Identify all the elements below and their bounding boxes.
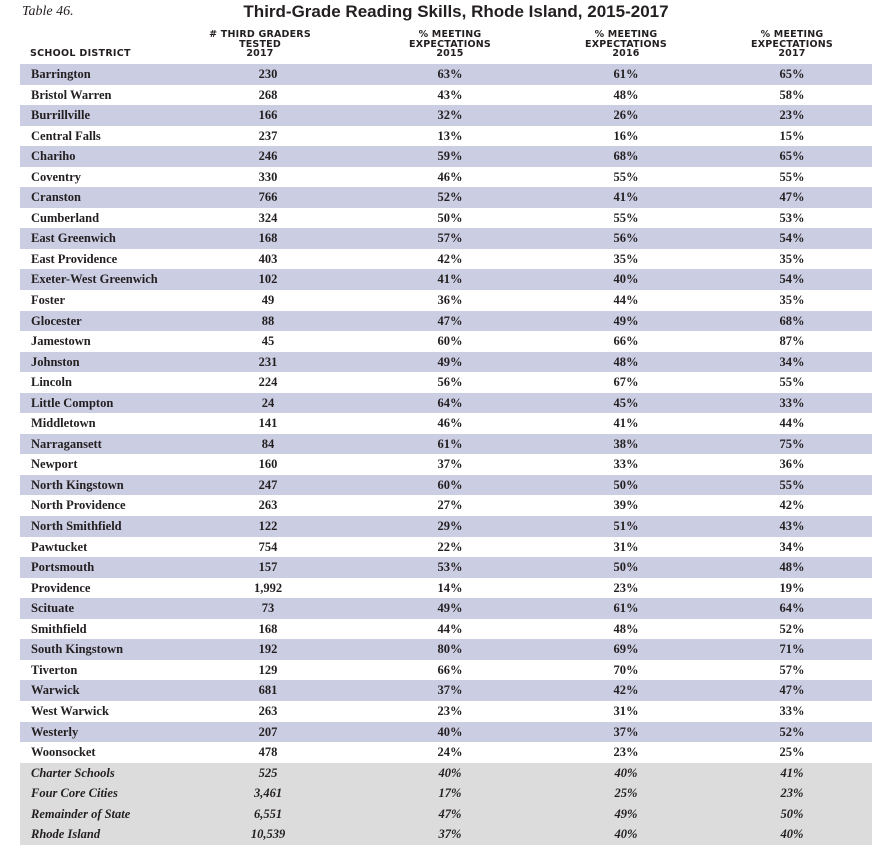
pct-2016-cell: 25% bbox=[614, 786, 638, 801]
pct-2015-cell: 43% bbox=[437, 87, 463, 102]
table-row bbox=[20, 454, 872, 475]
pct-2015-cell: 27% bbox=[437, 498, 463, 513]
pct-2017-cell: 40% bbox=[780, 827, 804, 842]
table-row bbox=[20, 475, 872, 496]
district-cell: Warwick bbox=[31, 683, 80, 698]
tested-cell: 84 bbox=[261, 436, 275, 451]
table-row bbox=[20, 311, 872, 332]
pct-2017-cell: 50% bbox=[780, 806, 804, 821]
pct-2015-cell: 50% bbox=[437, 210, 463, 225]
pct-2016-cell: 23% bbox=[613, 580, 639, 595]
district-cell: Foster bbox=[31, 293, 66, 308]
district-cell: North Kingstown bbox=[31, 477, 124, 492]
header-2015-line: EXPECTATIONS bbox=[409, 38, 491, 50]
table-row bbox=[20, 290, 872, 311]
table-row bbox=[20, 64, 872, 85]
tested-cell: 247 bbox=[258, 477, 278, 492]
pct-2017-cell: 58% bbox=[779, 87, 805, 102]
pct-2015-cell: 22% bbox=[437, 539, 463, 554]
pct-2015-cell: 47% bbox=[437, 313, 463, 328]
pct-2017-cell: 48% bbox=[779, 560, 805, 575]
pct-2015-cell: 24% bbox=[437, 745, 463, 760]
pct-2017-cell: 54% bbox=[779, 272, 805, 287]
tested-cell: 1,992 bbox=[253, 580, 283, 595]
pct-2015-cell: 49% bbox=[437, 601, 463, 616]
pct-2015-cell: 42% bbox=[437, 251, 463, 266]
pct-2017-cell: 35% bbox=[779, 293, 805, 308]
district-cell: Four Core Cities bbox=[31, 786, 118, 801]
district-cell: Smithfield bbox=[31, 621, 87, 636]
district-cell: Coventry bbox=[31, 169, 81, 184]
pct-2017-cell: 55% bbox=[779, 169, 805, 184]
pct-2016-cell: 56% bbox=[613, 231, 639, 246]
tested-cell: 141 bbox=[258, 416, 278, 431]
total-row bbox=[20, 763, 872, 784]
district-cell: Chariho bbox=[31, 149, 76, 164]
pct-2016-cell: 35% bbox=[613, 251, 639, 266]
pct-2015-cell: 46% bbox=[437, 416, 463, 431]
district-cell: Exeter-West Greenwich bbox=[31, 272, 158, 287]
tested-cell: 478 bbox=[258, 745, 278, 760]
pct-2015-cell: 53% bbox=[437, 560, 463, 575]
table-label: Table 46. bbox=[22, 4, 74, 19]
district-cell: Westerly bbox=[31, 724, 79, 739]
pct-2016-cell: 49% bbox=[613, 313, 639, 328]
table-row bbox=[20, 352, 872, 373]
tested-cell: 207 bbox=[258, 724, 278, 739]
pct-2015-cell: 52% bbox=[437, 190, 463, 205]
pct-2017-cell: 42% bbox=[779, 498, 805, 513]
district-cell: South Kingstown bbox=[31, 642, 124, 657]
pct-2017-cell: 23% bbox=[780, 786, 804, 801]
pct-2017-cell: 87% bbox=[779, 334, 805, 349]
table-row bbox=[20, 537, 872, 558]
table-row bbox=[20, 516, 872, 537]
pct-2016-cell: 41% bbox=[613, 416, 639, 431]
header-2016-line: EXPECTATIONS bbox=[585, 38, 667, 50]
tested-cell: 192 bbox=[258, 642, 278, 657]
data-table bbox=[20, 64, 872, 845]
pct-2016-cell: 44% bbox=[613, 293, 639, 308]
district-cell: Woonsocket bbox=[31, 745, 96, 760]
pct-2016-cell: 41% bbox=[613, 190, 639, 205]
pct-2015-cell: 36% bbox=[437, 293, 463, 308]
pct-2015-cell: 49% bbox=[437, 354, 463, 369]
pct-2017-cell: 33% bbox=[779, 703, 805, 718]
header-2016 bbox=[571, 30, 681, 59]
pct-2017-cell: 47% bbox=[779, 190, 805, 205]
tested-cell: 230 bbox=[258, 67, 278, 81]
tested-cell: 224 bbox=[258, 375, 278, 390]
header-tested-line: 2017 bbox=[246, 48, 274, 59]
pct-2015-cell: 61% bbox=[437, 436, 463, 451]
table-row bbox=[20, 660, 872, 681]
pct-2017-cell: 65% bbox=[779, 149, 805, 164]
pct-2016-cell: 42% bbox=[613, 683, 639, 698]
table-row bbox=[20, 557, 872, 578]
table-row bbox=[20, 228, 872, 249]
table-row bbox=[20, 208, 872, 229]
tested-cell: 45 bbox=[261, 334, 275, 349]
table-row bbox=[20, 105, 872, 126]
pct-2015-cell: 44% bbox=[437, 621, 463, 636]
pct-2015-cell: 60% bbox=[437, 334, 463, 349]
pct-2017-cell: 57% bbox=[779, 662, 805, 677]
header-tested bbox=[205, 30, 315, 59]
pct-2017-cell: 71% bbox=[779, 642, 805, 657]
pct-2016-cell: 37% bbox=[613, 724, 639, 739]
pct-2016-cell: 23% bbox=[613, 745, 639, 760]
pct-2015-cell: 14% bbox=[437, 580, 463, 595]
table-row bbox=[20, 701, 872, 722]
pct-2017-cell: 34% bbox=[779, 539, 805, 554]
header-2017 bbox=[737, 30, 847, 59]
pct-2017-cell: 44% bbox=[779, 416, 805, 431]
header-2017-line: % MEETING bbox=[760, 29, 824, 40]
tested-cell: 88 bbox=[261, 313, 275, 328]
table-row bbox=[20, 372, 872, 393]
pct-2017-cell: 34% bbox=[779, 354, 805, 369]
header-2016-line: 2016 bbox=[612, 48, 640, 59]
table-row bbox=[20, 146, 872, 167]
pct-2015-cell: 64% bbox=[437, 395, 463, 410]
pct-2017-cell: 64% bbox=[779, 601, 805, 616]
district-cell: Bristol Warren bbox=[31, 87, 112, 102]
pct-2015-cell: 17% bbox=[438, 786, 462, 801]
pct-2017-cell: 35% bbox=[779, 251, 805, 266]
pct-2016-cell: 69% bbox=[613, 642, 639, 657]
district-cell: East Providence bbox=[31, 251, 118, 266]
tested-cell: 403 bbox=[258, 251, 278, 266]
header-2015 bbox=[395, 30, 505, 59]
pct-2017-cell: 54% bbox=[779, 231, 805, 246]
district-cell: Remainder of State bbox=[31, 806, 131, 821]
pct-2016-cell: 66% bbox=[613, 334, 639, 349]
header-2016-line: % MEETING bbox=[594, 29, 658, 40]
pct-2016-cell: 31% bbox=[613, 703, 639, 718]
tested-cell: 157 bbox=[258, 560, 278, 575]
pct-2017-cell: 53% bbox=[779, 210, 805, 225]
pct-2015-cell: 66% bbox=[437, 662, 463, 677]
pct-2016-cell: 61% bbox=[613, 67, 639, 81]
pct-2015-cell: 80% bbox=[437, 642, 463, 657]
pct-2015-cell: 37% bbox=[437, 683, 463, 698]
pct-2017-cell: 41% bbox=[780, 765, 804, 780]
pct-2016-cell: 48% bbox=[613, 87, 639, 102]
district-cell: Pawtucket bbox=[31, 539, 88, 554]
pct-2016-cell: 48% bbox=[613, 621, 639, 636]
table-row bbox=[20, 578, 872, 599]
pct-2017-cell: 68% bbox=[779, 313, 805, 328]
pct-2016-cell: 51% bbox=[613, 519, 639, 534]
pct-2016-cell: 49% bbox=[614, 806, 638, 821]
pct-2017-cell: 43% bbox=[779, 519, 805, 534]
pct-2017-cell: 15% bbox=[779, 128, 805, 143]
pct-2016-cell: 45% bbox=[613, 395, 639, 410]
header-2017-line: 2017 bbox=[778, 48, 806, 59]
header-2017-line: EXPECTATIONS bbox=[751, 38, 833, 50]
pct-2016-cell: 31% bbox=[613, 539, 639, 554]
pct-2015-cell: 59% bbox=[437, 149, 463, 164]
district-cell: North Providence bbox=[31, 498, 126, 513]
pct-2016-cell: 33% bbox=[613, 457, 639, 472]
pct-2015-cell: 29% bbox=[437, 519, 463, 534]
district-cell: Glocester bbox=[31, 313, 82, 328]
district-cell: Barrington bbox=[31, 67, 91, 81]
tested-cell: 231 bbox=[258, 354, 278, 369]
pct-2015-cell: 47% bbox=[438, 806, 462, 821]
pct-2016-cell: 38% bbox=[613, 436, 639, 451]
table-row bbox=[20, 85, 872, 106]
pct-2016-cell: 70% bbox=[613, 662, 639, 677]
pct-2015-cell: 63% bbox=[437, 67, 463, 81]
pct-2016-cell: 48% bbox=[613, 354, 639, 369]
tested-cell: 166 bbox=[258, 108, 278, 123]
pct-2016-cell: 55% bbox=[613, 169, 639, 184]
tested-cell: 168 bbox=[258, 621, 278, 636]
district-cell: Tiverton bbox=[31, 662, 78, 677]
tested-cell: 263 bbox=[258, 498, 278, 513]
district-cell: North Smithfield bbox=[31, 519, 122, 534]
header-2015-line: 2015 bbox=[436, 48, 464, 59]
pct-2015-cell: 41% bbox=[437, 272, 463, 287]
pct-2017-cell: 47% bbox=[779, 683, 805, 698]
pct-2016-cell: 40% bbox=[614, 765, 638, 780]
pct-2017-cell: 25% bbox=[779, 745, 805, 760]
table-row bbox=[20, 434, 872, 455]
tested-cell: 525 bbox=[258, 765, 278, 780]
table-row bbox=[20, 722, 872, 743]
pct-2015-cell: 37% bbox=[437, 457, 463, 472]
pct-2016-cell: 68% bbox=[613, 149, 639, 164]
pct-2017-cell: 52% bbox=[779, 724, 805, 739]
tested-cell: 324 bbox=[258, 210, 278, 225]
pct-2017-cell: 36% bbox=[779, 457, 805, 472]
table-row bbox=[20, 413, 872, 434]
tested-cell: 246 bbox=[258, 149, 278, 164]
district-cell: Cranston bbox=[31, 190, 82, 205]
pct-2016-cell: 40% bbox=[614, 827, 638, 842]
tested-cell: 330 bbox=[258, 169, 278, 184]
total-row bbox=[20, 824, 872, 845]
tested-cell: 102 bbox=[258, 272, 278, 287]
pct-2016-cell: 50% bbox=[613, 560, 639, 575]
pct-2016-cell: 39% bbox=[613, 498, 639, 513]
tested-cell: 754 bbox=[258, 539, 278, 554]
pct-2015-cell: 56% bbox=[437, 375, 463, 390]
pct-2016-cell: 61% bbox=[613, 601, 639, 616]
table-row bbox=[20, 495, 872, 516]
pct-2017-cell: 75% bbox=[779, 436, 805, 451]
district-cell: Scituate bbox=[31, 601, 75, 616]
tested-cell: 3,461 bbox=[253, 786, 283, 801]
total-row bbox=[20, 804, 872, 825]
pct-2017-cell: 65% bbox=[779, 67, 805, 81]
tested-cell: 73 bbox=[261, 601, 275, 616]
table-row bbox=[20, 126, 872, 147]
header-school-district: SCHOOL DISTRICT bbox=[30, 48, 131, 59]
district-cell: Little Compton bbox=[31, 395, 114, 410]
pct-2015-cell: 60% bbox=[437, 477, 463, 492]
pct-2017-cell: 23% bbox=[779, 108, 805, 123]
pct-2015-cell: 32% bbox=[437, 108, 463, 123]
pct-2016-cell: 55% bbox=[613, 210, 639, 225]
table-row bbox=[20, 249, 872, 270]
district-cell: Jamestown bbox=[31, 334, 91, 349]
pct-2017-cell: 55% bbox=[779, 375, 805, 390]
tested-cell: 10,539 bbox=[250, 827, 286, 842]
tested-cell: 237 bbox=[258, 128, 278, 143]
pct-2016-cell: 67% bbox=[613, 375, 639, 390]
table-row bbox=[20, 680, 872, 701]
pct-2015-cell: 37% bbox=[438, 827, 462, 842]
district-cell: Portsmouth bbox=[31, 560, 95, 575]
pct-2017-cell: 19% bbox=[779, 580, 805, 595]
pct-2015-cell: 57% bbox=[437, 231, 463, 246]
table-row bbox=[20, 598, 872, 619]
pct-2016-cell: 16% bbox=[613, 128, 639, 143]
table-row bbox=[20, 393, 872, 414]
tested-cell: 24 bbox=[261, 395, 275, 410]
pct-2015-cell: 23% bbox=[437, 703, 463, 718]
pct-2015-cell: 40% bbox=[438, 765, 462, 780]
total-row bbox=[20, 783, 872, 804]
pct-2017-cell: 33% bbox=[779, 395, 805, 410]
tested-cell: 681 bbox=[258, 683, 278, 698]
pct-2015-cell: 40% bbox=[437, 724, 463, 739]
table-row bbox=[20, 639, 872, 660]
table-row bbox=[20, 269, 872, 290]
district-cell: Johnston bbox=[31, 354, 80, 369]
header-tested-line: TESTED bbox=[239, 38, 281, 50]
tested-cell: 263 bbox=[258, 703, 278, 718]
pct-2015-cell: 13% bbox=[437, 128, 463, 143]
district-cell: Middletown bbox=[31, 416, 96, 431]
district-cell: Providence bbox=[31, 580, 91, 595]
table-row bbox=[20, 167, 872, 188]
pct-2017-cell: 55% bbox=[779, 477, 805, 492]
table-row bbox=[20, 187, 872, 208]
district-cell: Charter Schools bbox=[31, 765, 115, 780]
header-2015-line: % MEETING bbox=[418, 29, 482, 40]
header-tested-line: # THIRD GRADERS bbox=[209, 29, 311, 40]
tested-cell: 122 bbox=[258, 519, 278, 534]
tested-cell: 6,551 bbox=[253, 806, 283, 821]
tested-cell: 160 bbox=[258, 457, 278, 472]
table-row bbox=[20, 742, 872, 763]
district-cell: Narragansett bbox=[31, 436, 102, 451]
pct-2016-cell: 50% bbox=[613, 477, 639, 492]
district-cell: Newport bbox=[31, 457, 78, 472]
page-title: Third-Grade Reading Skills, Rhode Island, 2015-2017 bbox=[243, 2, 669, 21]
pct-2017-cell: 52% bbox=[779, 621, 805, 636]
pct-2016-cell: 40% bbox=[613, 272, 639, 287]
district-cell: Burrillville bbox=[31, 108, 91, 123]
pct-2016-cell: 26% bbox=[613, 108, 639, 123]
district-cell: Cumberland bbox=[31, 210, 100, 225]
district-cell: East Greenwich bbox=[31, 231, 116, 246]
district-cell: Rhode Island bbox=[31, 827, 101, 842]
tested-cell: 49 bbox=[261, 293, 275, 308]
tested-cell: 168 bbox=[258, 231, 278, 246]
tested-cell: 766 bbox=[258, 190, 278, 205]
table-row bbox=[20, 619, 872, 640]
tested-cell: 129 bbox=[258, 662, 278, 677]
district-cell: West Warwick bbox=[31, 703, 109, 718]
district-cell: Central Falls bbox=[31, 128, 101, 143]
table-row bbox=[20, 331, 872, 352]
tested-cell: 268 bbox=[258, 87, 278, 102]
district-cell: Lincoln bbox=[31, 375, 72, 390]
pct-2015-cell: 46% bbox=[437, 169, 463, 184]
